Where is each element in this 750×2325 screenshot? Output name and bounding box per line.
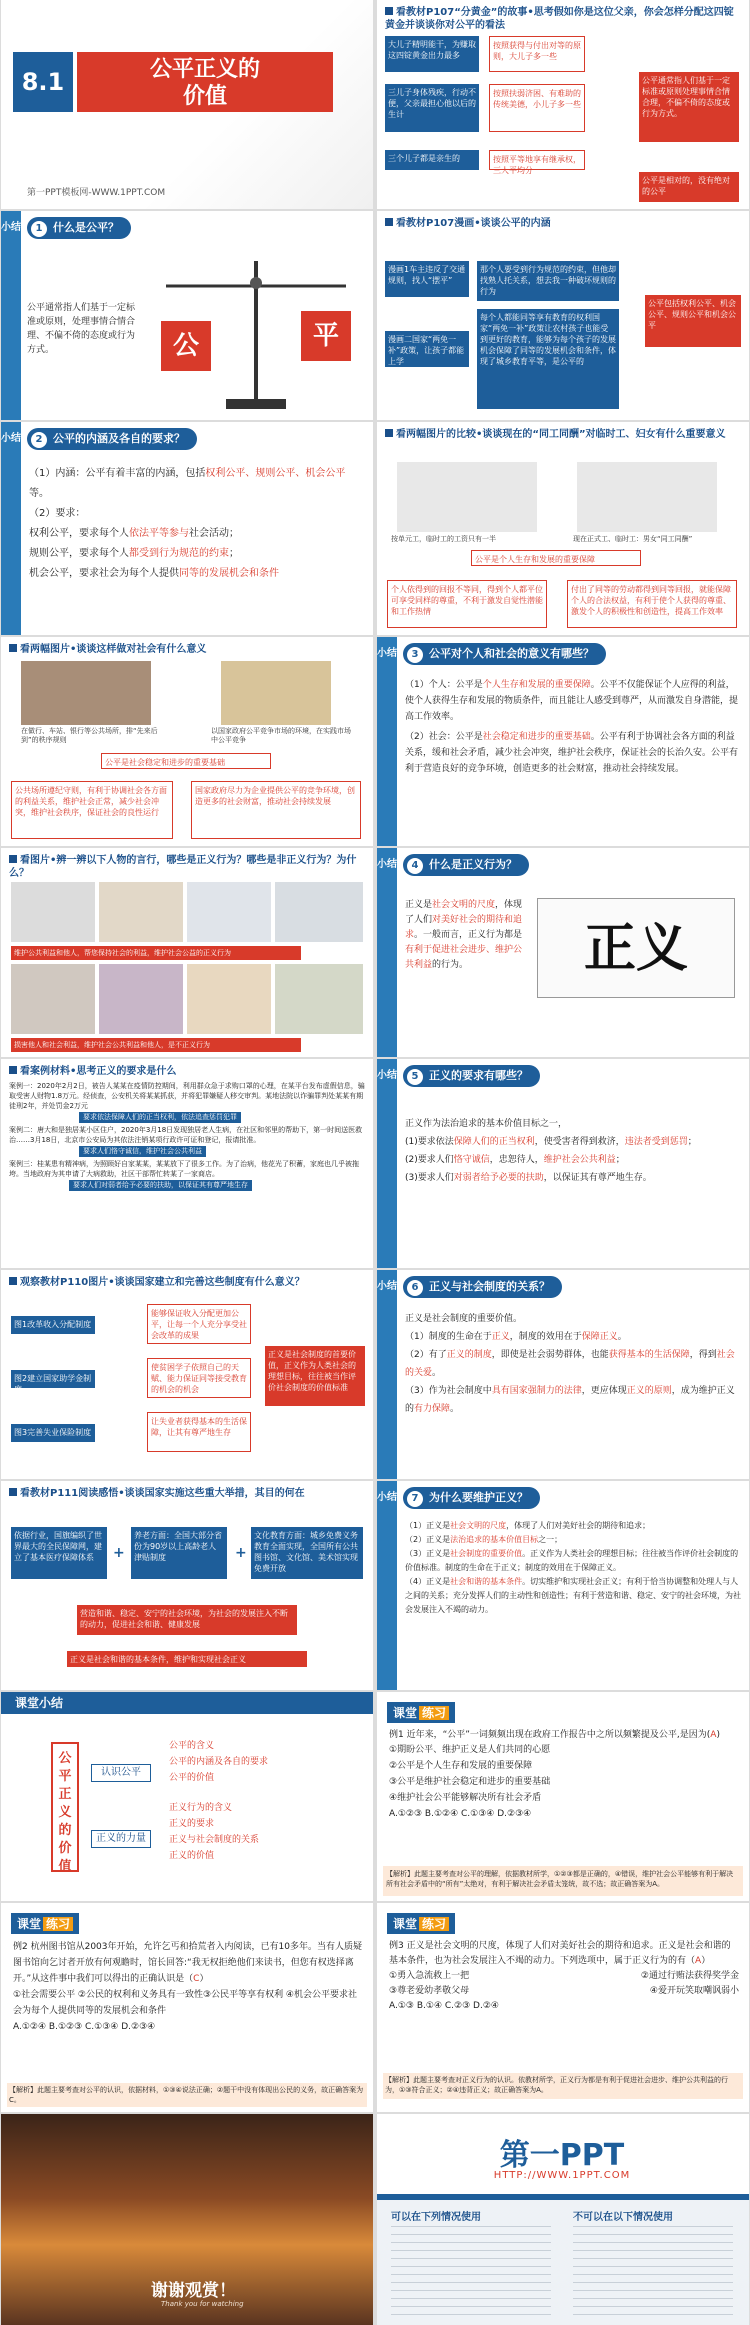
meaning-box-1: 能够保证收入分配更加公平，让每一个人充分享受社会改革的成果 <box>147 1304 251 1344</box>
slide-cartoon <box>377 211 749 420</box>
section-pill: 2 公平的内涵及各自的要求？ <box>27 428 197 450</box>
picture-5 <box>11 964 95 1034</box>
branch-fairness: 认识公平 <box>91 1764 151 1782</box>
slide-header: 看两幅图片•谈谈这样做对社会有什么意义 <box>9 643 367 656</box>
slide-header: 课堂小结 <box>1 1692 373 1714</box>
picture-2 <box>99 882 183 942</box>
answer-explanation: 【解析】此题主要考查对公平的理解，依据教材所学，①②③都是正确的，④错误，维护社会公平能够有利于解决所有社会矛盾中的“所有”太绝对，有利于解决社会矛盾太笼统，故不选；故正确答案为A。 <box>383 1866 743 1896</box>
fact-box-1: 大儿子精明能干，为赚取这四锭黄金出力最多 <box>385 36 479 72</box>
summary-text: （1）内涵：公平有着丰富的内涵，包括权利公平、规则公平、机会公平等。 （2）要求： 权利公平，要求每个人依法平等参与社会活动； 规则公平，要求每个人都受到行为规范的约束； 机会公平，要求社会为每个人提供同等的发展机会和条件 <box>29 468 346 579</box>
slide-header: 看教材P107漫画•谈谈公平的内涵 <box>385 217 743 230</box>
figure-box-1: 图1改革收入分配制度 <box>11 1316 95 1334</box>
slide-equal-pay <box>377 422 749 635</box>
answer-explanation: 【解析】此题主要考查对公平的认识，依据材料，①③④说法正确；②题干中没有体现出公民的义务，故正确答案为C。 <box>7 2083 367 2107</box>
word-gong: 公 <box>161 321 211 371</box>
picture-7 <box>187 964 271 1034</box>
case-conclusion-2: 要求人们恪守诚信，维护社会公共利益 <box>79 1146 206 1157</box>
slide-gold <box>377 0 749 209</box>
slide-class-summary <box>1 1692 373 1901</box>
slide-cases <box>1 1059 373 1268</box>
picture-4 <box>275 882 363 942</box>
title-line-2: 价值 <box>182 84 227 109</box>
fact-box-2: 三儿子身体残疾，行动不便，父亲最担心他以后的生计 <box>385 84 479 132</box>
title-line-1: 公平正义的 <box>149 57 260 82</box>
slide-summary-4 <box>377 848 749 1057</box>
forbidden-heading: 不可以在以下情况使用 <box>573 2212 673 2223</box>
slide-summary-7 <box>377 1481 749 1690</box>
branch-justice: 正义的力量 <box>91 1830 151 1848</box>
meaning-box-3: 让失业者获得基本的生活保障，让其有尊严地生存 <box>147 1412 251 1452</box>
photo-queue <box>21 661 151 725</box>
slide-summary-2 <box>1 422 373 635</box>
slide-header: 看图片•辨一辨以下人物的言行，哪些是正义行为？哪些是非正义行为？为什么？ <box>9 855 357 879</box>
effect-box-2: 国家政府尽力为企业提供公平的竞争环境，创造更多的社会财富，推动社会持续发展 <box>191 781 361 839</box>
summary-title: 公平正义的价值 <box>51 1742 79 1872</box>
caption-injustice: 损害他人和社会利益，维护社会公共利益和他人，是不正义行为 <box>11 1038 301 1052</box>
fact-box-3: 三个儿子都是亲生的 <box>385 150 479 170</box>
slide-exercise-3 <box>377 1903 749 2112</box>
exercise-badge: 课堂 练习 <box>11 1913 79 1934</box>
question-text: 例3 正义是社会文明的尺度，体现了人们对美好社会的期待和追求。正义是社会和谐的基本条件，也为社会发展注入不竭的动力。下列选项中，属于正义行为的有（A） ①勇入急流救上一把 ②通过行贿法获得奖学金 ③尊老爱幼孝敬父母 ④爱开玩笑取嘲讽弱小 A.①③ B.①④ C.②③ D.②④ <box>389 1941 739 2011</box>
slide-header: 看案例材料•思考正义的要求是什么 <box>9 1065 367 1078</box>
allowed-heading: 可以在下列情况使用 <box>391 2212 481 2223</box>
plus-icon: + <box>235 1545 247 1561</box>
slide-measures <box>1 1481 373 1690</box>
side-label: 小结 <box>377 848 397 1057</box>
caption-justice: 维护公共利益和他人，帮您保持社会的利益，维护社会公益的正义行为 <box>11 946 301 960</box>
picture-1 <box>11 882 95 942</box>
slide-exercise-2 <box>1 1903 373 2112</box>
side-label: 小结 <box>377 637 397 846</box>
figure-box-2: 图2建立国家助学金制度 <box>11 1370 95 1388</box>
analysis-box-1: 那个人要受到行为规范的约束，但他却找熟人托关系，想去我一种破坏规则的行为 <box>477 261 619 301</box>
center-box: 公平是社会稳定和进步的重要基础 <box>101 753 271 769</box>
fairness-types-box: 公平包括权利公平、机会公平、规则公平和机会公平 <box>645 295 741 347</box>
calligraphy-zhengyi: 正义 <box>537 898 735 998</box>
summary-text: 正义是社会文明的尺度，体现了人们对美好社会的期待和追求。一般而言，正义行为都是有利于促进社会进步、维护公共利益的行为。 <box>405 900 523 970</box>
figure-box-3: 图3完善失业保险制度 <box>11 1424 95 1442</box>
forbidden-list <box>573 2226 733 2316</box>
option-box-2: 按照扶弱济困、有难助的传统美德，小儿子多一些 <box>489 84 585 132</box>
slide-exercise-1 <box>377 1692 749 1901</box>
section-pill: 1 什么是公平？ <box>27 217 131 239</box>
slide-header: 看两幅图片的比较•谈谈现在的“同工同酬”对临时工、妇女有什么重要意义 <box>385 428 743 441</box>
section-pill: 4 什么是正义行为？ <box>403 854 529 876</box>
picture-3 <box>187 882 271 942</box>
result-box-1: 营造和谐、稳定、安宁的社会环境，为社会的发展注入不断的动力，促进社会和谐、健康发展 <box>77 1605 297 1635</box>
measure-box-3: 文化教育方面：城乡免费义务教育全面实现，全国所有公共图书馆、文化馆、美术馆实现免费开放 <box>251 1527 363 1579</box>
effect-box-1: 公共场所遵纪守则，有利于协调社会各方面的利益关系，维护社会正常，减少社会冲突，维护社会秩序，保证社会的良性运行 <box>11 781 173 839</box>
case-conclusion-1: 要求依法保障人们的正当权利，依法追查惩罚犯罪 <box>79 1112 241 1123</box>
lesson-title <box>77 52 333 112</box>
brand-url: HTTP://WWW.1PPT.COM <box>493 2170 631 2181</box>
analysis-box-2: 每个人都能同等享有教育的权利国家“两免一补”政策让农村孩子也能受到更好的教育，能够为每个孩子的发展机会保障了同等的发展机会和条件，体现了城乡教育平等，是公平的 <box>477 309 619 409</box>
fairness-definition: 公平通常指人们基于一定标准或原则，处理事情合情合理、不偏不倚的态度或行为方式。 <box>27 303 136 355</box>
picture-8 <box>275 964 363 1034</box>
section-pill: 7 为什么要维护正义？ <box>403 1487 540 1509</box>
slide-header: 看教材P107“分黄金”的故事•思考假如你是这位父亲，你会怎样分配这四锭黄金并谈谈你对公平的看法 <box>385 7 734 31</box>
effect-box-1: 个人依得到的回报不等同，得到个人都平位可享受同样的尊重，不利于激发自觉性潜能和工作热情 <box>387 580 547 628</box>
slide-summary-3 <box>377 637 749 846</box>
slide-systems <box>1 1270 373 1479</box>
measure-box-2: 养老方面：全国大部分省份为90岁以上高龄老人津贴制度 <box>131 1527 227 1579</box>
side-label: 小结 <box>377 1481 397 1690</box>
slide-summary-1 <box>1 211 373 420</box>
measure-box-1: 依据行业，国旗编织了世界最大的全民保障网，建立了基本医疗保障体系 <box>11 1527 107 1579</box>
summary-text: （1）正义是社会文明的尺度，体现了人们对美好社会的期待和追求； （2）正义是法治追求的基本价值目标之一； （3）正义是社会制度的重要价值。正义作为人类社会的理想目标；往往被当作评价社会制度的价值标准。制度的生命在于正义；制度的效用在于保障正义。 （4）正义是社会和谐的基本条件。切实维护和实现社会正义；有利于恰当协调整和处理人与人之间的关系；充分发挥人们的主动性和创造性；有利于营造和谐、稳定、安宁的社会环境，为社会发展注入不竭的动力。 <box>405 1521 741 1614</box>
slide-summary-5 <box>377 1059 749 1268</box>
thanks-subtitle: Thank you for watching <box>161 2300 244 2308</box>
answer-explanation: 【解析】此题主要考查对正义行为的认识。依教材所学，正义行为都是有利于促进社会进步、维护公共利益的行为，①③符合正义；②④违背正义；故正确答案为A。 <box>383 2073 743 2099</box>
conclusion-box-1: 公平通常指人们基于一定标准或原则处理事情合情合理，不偏不倚的态度或行为方式。 <box>639 72 739 142</box>
section-pill: 5 正义的要求有哪些？ <box>403 1065 540 1087</box>
side-label: 小结 <box>377 1270 397 1479</box>
section-pill: 3 公平对个人和社会的意义有哪些？ <box>403 643 606 665</box>
slide-header: 观察教材P110图片•谈谈国家建立和完善这些制度有什么意义？ <box>9 1276 367 1289</box>
conclusion-box: 正义是社会制度的首要价值，正义作为人类社会的理想目标，往往被当作评价社会制度的价值标准 <box>265 1346 365 1406</box>
caption-2: 以国家政府公平竞争市场的环境，在实践市场中公平竞争 <box>211 727 351 744</box>
option-box-1: 按照获得与付出对等的原则，大儿子多一些 <box>489 36 585 72</box>
section-pill: 6 正义与社会制度的关系？ <box>403 1276 562 1298</box>
lesson-number: 8.1 <box>13 52 73 112</box>
slide-thanks <box>1 2114 373 2325</box>
caption-2: 现在正式工、临时工：男女“同工同酬” <box>573 535 693 543</box>
slide-title <box>1 0 373 209</box>
slide-license <box>377 2114 749 2325</box>
cartoon-box-1: 漫画1车主违反了交通规则，找人“摆平” <box>385 261 469 297</box>
word-ping: 平 <box>301 311 351 361</box>
side-label: 小结 <box>1 211 21 420</box>
effect-box-2: 付出了同等的劳动都得到同等回报，就能保障个人的合法权益，有利于使个人获得的尊重、激发个人的积极性和创造性，提高工作效率 <box>567 580 737 628</box>
center-box: 公平是个人生存和发展的重要保障 <box>471 550 641 566</box>
cartoon-equal <box>577 462 717 532</box>
exercise-badge: 课堂 练习 <box>387 1913 455 1934</box>
summary-text: 正义作为法治追求的基本价值目标之一， (1)要求依法保障人们的正当权利，使受害者得到救济，违法者受到惩罚； (2)要求人们恪守诚信，忠恕待人，维护社会公共利益； (3)要求人们对弱者给予必要的扶助，以保证其有尊严地生存。 <box>405 1119 697 1183</box>
footer-text: 第一PPT模板网-WWW.1PPT.COM <box>27 188 166 198</box>
question-text: 例2 杭州图书馆从2003年开始，允许乞丐和拾荒者入内阅读，已有10多年。当有人质疑图书馆向乞讨者开放有何观瞻时，馆长回答:“我无权拒绝他们来读书，但您有权选择离开。”从这件事中我们可以得出的正确认识是（C） ①社会需要公平 ②公民的权利和义务具有一致性③公民平等享有权利 ④机会公平要求社会为每个人提供同等的发展机会和条件 A.①②④ B.①②③ C.①③④ D.②③④ <box>13 1942 362 2032</box>
plus-icon: + <box>113 1545 125 1561</box>
slide-summary-6 <box>377 1270 749 1479</box>
thanks-text: 谢谢观赏！ <box>151 2281 236 2301</box>
conclusion-box-2: 公平是相对的，没有绝对的公平 <box>639 172 739 202</box>
option-box-3: 按照平等地享有继承权，三人平均分 <box>489 150 585 170</box>
justice-items: 正义行为的含义 正义的要求 正义与社会制度的关系 正义的价值 <box>169 1803 260 1861</box>
summary-text: （1）个人：公平是个人生存和发展的重要保障。公平不仅能保证个人应得的利益，使个人获得生存和发展的物质条件，而且能让人感受到尊严，从而激发自身潜能，提高工作效率。 （2）社会：公平是社会稳定和进步的重要基础。公平有利于协调社会各方面的利益关系，缓和社会矛盾，减少社会冲突，维护社会秩序，保证社会的长治久安。公平有利于营造良好的竞争环境，创造更多的社会财富，推动社会持续发展。 <box>405 680 739 774</box>
slide-society <box>1 637 373 846</box>
case-conclusion-3: 要求人们对弱者给予必要的扶助，以保证其有尊严地生存 <box>69 1180 252 1191</box>
slide-header: 看教材P111阅读感悟•谈谈国家实施这些重大举措，其目的何在 <box>9 1487 367 1500</box>
fairness-items: 公平的含义 公平的内涵及各自的要求 公平的价值 <box>169 1741 269 1783</box>
case-text: 案例一：2020年2月2日，被告人某某在疫情防控期间，利用群众急于求购口罩的心理，在某平台发布虚假信息，骗取受害人财物1.8万元。经侦查，公安机关将某某抓获，并将犯罪嫌疑人移交审判。某地法院以诈骗罪判处某某有期徒刑2年，并处罚金2万元 要求依法保障人们的正当权利，依法追查惩罚犯罪 案例二：唐大和是独居某小区住户，2020年3月18日发现独居老人生病，在社区和邻里的帮助下，第一时间送医救治……3月18日，北京市公安局为其依法注销某项行政许可证和登记，报请批准。 要求人们恪守诚信，维护社会公共利益 案例三：桂某患有精神病，为照顾好自家某某，某某放下了很多工作。为了治病，他花光了积蓄，家庭也几乎被拖垮。当地政府为其申请了大病救助，社区干部帮忙转某了一家商店。 要求人们对弱者给予必要的扶助，以保证其有尊严地生存 <box>9 1082 365 1189</box>
slide-judge <box>1 848 373 1057</box>
caption-1: 按单元工，临时工的工资只有一半 <box>391 535 496 543</box>
exercise-badge: 课堂 练习 <box>387 1702 455 1723</box>
result-box-2: 正义是社会和谐的基本条件，维护和实现社会正义 <box>67 1651 307 1667</box>
summary-text: 正义是社会制度的重要价值。 （1）制度的生命在于正义，制度的效用在于保障正义。 （2）有了正义的制度，即使是社会弱势群体，也能获得基本的生活保障，得到社会的关爱。 （3）作为社会制度中具有国家强制力的法律，更应体现正义的原则，成为维护正义的有力保障。 <box>405 1314 735 1414</box>
side-label: 小结 <box>377 1059 397 1268</box>
caption-1: 在做行、车站、银行等公共场所，排“先来后到”的秩序规则 <box>21 727 158 744</box>
allowed-list <box>391 2226 551 2316</box>
cartoon-box-2: 漫画二国家“两免一补”政策，让孩子都能上学 <box>385 331 469 367</box>
brand-logo: 第一PPT <box>499 2138 625 2173</box>
side-label: 小结 <box>1 422 21 635</box>
meaning-box-2: 使贫困学子依照自己的天赋、能力保证同等接受教育的机会的机会 <box>147 1358 251 1398</box>
cartoon-unequal <box>397 462 537 532</box>
picture-6 <box>99 964 183 1034</box>
question-text: 例1 近年来，“公平”一词频频出现在政府工作报告中之所以频繁提及公平,是因为(A) ①期盼公平、维护正义是人们共同的心愿 ②公平是个人生存和发展的重要保障 ③公平是维护社会稳定和进步的重要基础 ④维护社会公平能够解决所有社会矛盾 A.①②③ B.①②④ C.①③④ D.②③④ <box>389 1730 720 1819</box>
cartoon-market <box>221 661 331 725</box>
